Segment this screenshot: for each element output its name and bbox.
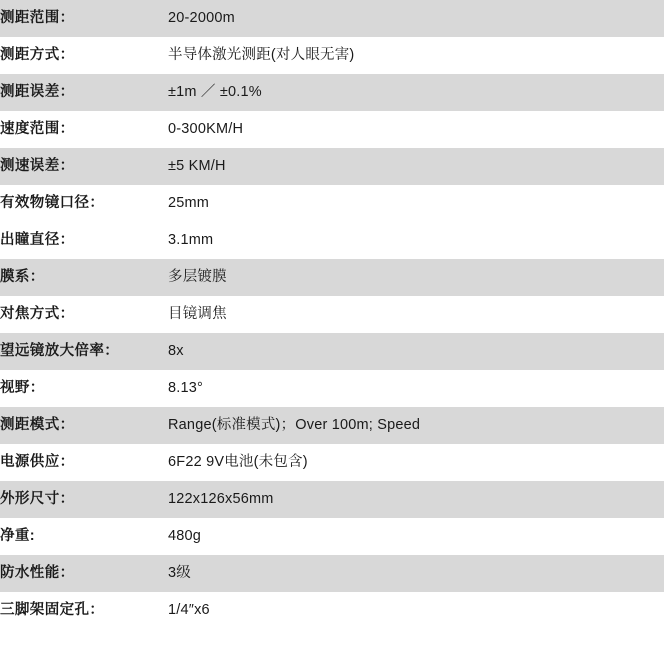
table-row — [0, 37, 664, 74]
spec-value: 多层镀膜 — [168, 259, 664, 296]
spec-label: 外形尺寸： — [0, 481, 168, 518]
table-row — [0, 185, 664, 222]
spec-value: 1/4″x6 — [168, 592, 664, 629]
spec-label: 测距方式： — [0, 37, 168, 74]
spec-label: 望远镜放大倍率： — [0, 333, 168, 370]
table-row — [0, 296, 664, 333]
table-row — [0, 333, 664, 370]
spec-value: 8x — [168, 333, 664, 370]
table-row — [0, 0, 664, 37]
spec-label: 出瞳直径： — [0, 222, 168, 259]
table-row — [0, 555, 664, 592]
spec-value: 8.13° — [168, 370, 664, 407]
spec-label: 视野： — [0, 370, 168, 407]
spec-label: 测速误差： — [0, 148, 168, 185]
table-row — [0, 481, 664, 518]
spec-label: 测距范围： — [0, 0, 168, 37]
spec-value: Range(标准模式)；Over 100m; Speed — [168, 407, 664, 444]
table-row — [0, 518, 664, 555]
spec-label: 测距模式： — [0, 407, 168, 444]
spec-value: 半导体激光测距(对人眼无害) — [168, 37, 664, 74]
spec-value: 25mm — [168, 185, 664, 222]
spec-label: 防水性能： — [0, 555, 168, 592]
spec-value: ±1m ／ ±0.1% — [168, 74, 664, 111]
spec-value: 目镜调焦 — [168, 296, 664, 333]
table-row — [0, 148, 664, 185]
spec-value: 20-2000m — [168, 0, 664, 37]
spec-value: 6F22 9V电池(未包含) — [168, 444, 664, 481]
spec-label: 三脚架固定孔： — [0, 592, 168, 629]
table-row — [0, 111, 664, 148]
table-row-last — [0, 592, 664, 629]
spec-value: 122x126x56mm — [168, 481, 664, 518]
spec-label: 速度范围： — [0, 111, 168, 148]
spec-label: 测距误差： — [0, 74, 168, 111]
spec-value: 3级 — [168, 555, 664, 592]
spec-value: 0-300KM/H — [168, 111, 664, 148]
spec-label: 有效物镜口径： — [0, 185, 168, 222]
table-row — [0, 259, 664, 296]
spec-value: ±5 KM/H — [168, 148, 664, 185]
table-row — [0, 444, 664, 481]
table-row — [0, 407, 664, 444]
spec-label: 对焦方式： — [0, 296, 168, 333]
spec-value: 480g — [168, 518, 664, 555]
table-row — [0, 222, 664, 259]
spec-label: 净重: — [0, 518, 168, 555]
table-row — [0, 370, 664, 407]
spec-label: 膜系： — [0, 259, 168, 296]
table-row — [0, 74, 664, 111]
spec-value: 3.1mm — [168, 222, 664, 259]
spec-label: 电源供应： — [0, 444, 168, 481]
